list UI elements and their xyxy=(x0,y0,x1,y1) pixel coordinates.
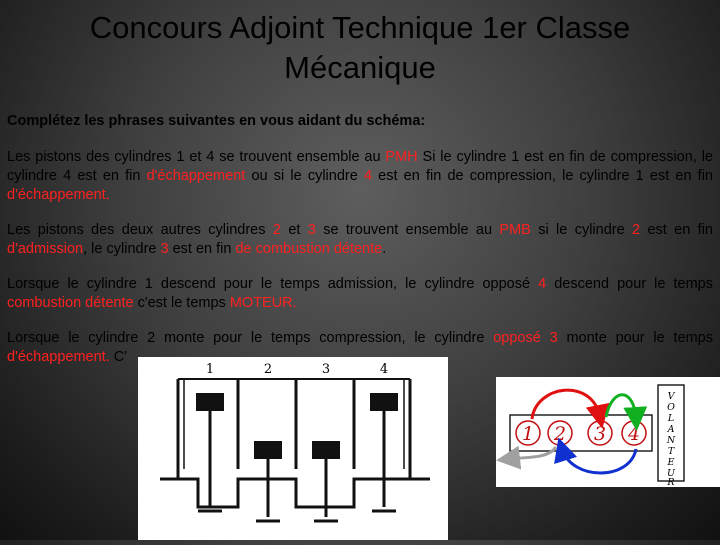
p4-text-2: monte pour le temps xyxy=(557,330,713,346)
p2-text-4: si le cylindre xyxy=(530,222,633,238)
p1-text-3: ou si le cylindre xyxy=(245,168,364,184)
flywheel-letter-e: E xyxy=(667,457,675,468)
p1-answer-2: d'échappement xyxy=(146,168,246,184)
p2-text-1: Les pistons des deux autres cylindres xyxy=(7,222,273,238)
p1-answer-3: 4 xyxy=(363,168,373,184)
p2-text-8: . xyxy=(382,241,387,257)
p4-answer-1: opposé 3 xyxy=(493,330,558,346)
engine-diagram-drawing xyxy=(138,357,448,540)
flywheel-letter-v: V xyxy=(667,391,675,402)
p2-text-2: et xyxy=(280,222,308,238)
p2-text-7: est en fin xyxy=(168,241,236,257)
cylinder-number-4: 4 xyxy=(379,362,389,377)
p4-text-1: Lorsque le cylindre 2 monte pour le temps compression, le cylindre xyxy=(7,330,494,346)
p3-text-3: c'est le temps xyxy=(133,295,230,311)
cylinder-number-2: 2 xyxy=(263,362,273,377)
p3-answer-1: 4 xyxy=(538,276,547,292)
p3-text-1: Lorsque le cylindre 1 descend pour le temps admission, le cylindre opposé xyxy=(7,276,539,292)
p2-text-3: se trouvent ensemble au xyxy=(315,222,500,238)
p1-answer-4: d'échappement. xyxy=(7,187,110,203)
paragraph-3 xyxy=(7,275,713,313)
flywheel-letter-a: A xyxy=(667,424,675,435)
flywheel-letter-r: R xyxy=(667,477,675,487)
cylinder-number-3: 3 xyxy=(321,362,331,377)
firing-order-diagram xyxy=(496,377,720,487)
p1-text-2: Si le cylindre 1 est en fin de compression, le cylindre 4 est en fin xyxy=(7,149,713,184)
flywheel-letter-l: L xyxy=(667,413,675,424)
p3-answer-2: combustion détente xyxy=(7,295,134,311)
flywheel-letter-t: T xyxy=(667,446,675,457)
flywheel-letter-o: O xyxy=(667,402,675,413)
p2-answer-4: 2 xyxy=(632,222,641,238)
p1-answer-1: PMH xyxy=(385,149,418,165)
p2-text-5: est en fin xyxy=(640,222,713,238)
cylinder-label-3: 3 xyxy=(593,423,607,445)
p2-answer-7: de combustion détente xyxy=(235,241,383,257)
flywheel-letter-n: N xyxy=(666,435,676,446)
paragraph-2 xyxy=(7,221,713,259)
firing-order-drawing xyxy=(496,377,720,487)
p1-text-4: est en fin de compression, le cylindre 1 est en fin xyxy=(372,168,713,184)
flywheel-label xyxy=(666,391,676,487)
p3-text-2: descend pour le temps xyxy=(546,276,713,292)
p2-text-6: , le cylindre xyxy=(83,241,161,257)
p2-answer-5: d'admission xyxy=(7,241,84,257)
instruction: Complétez les phrases suivantes en vous aidant du schéma: xyxy=(7,113,426,129)
p2-answer-2: 3 xyxy=(307,222,316,238)
cylinder-number-1: 1 xyxy=(205,362,215,377)
p4-text-3: C' xyxy=(109,349,128,365)
slide-title xyxy=(0,8,720,88)
p1-text-1: Les pistons des cylindres 1 et 4 se trouvent ensemble au xyxy=(7,149,386,165)
engine-diagram xyxy=(138,357,448,540)
p2-answer-6: 3 xyxy=(160,241,169,257)
paragraph-1 xyxy=(7,148,713,205)
title-line-1: Concours Adjoint Technique 1er Classe xyxy=(89,10,631,45)
p4-answer-2: d'échappement. xyxy=(7,349,110,365)
cylinder-label-4: 4 xyxy=(627,423,641,445)
p2-answer-1: 2 xyxy=(272,222,281,238)
cylinder-label-1: 1 xyxy=(521,423,535,445)
title-line-2: Mécanique xyxy=(284,50,436,85)
p2-answer-3: PMB xyxy=(499,222,531,238)
p3-answer-3: MOTEUR. xyxy=(229,295,297,311)
flywheel-letter-u: U xyxy=(666,468,676,479)
cylinder-label-2: 2 xyxy=(553,423,567,445)
lesson-text xyxy=(7,112,713,383)
